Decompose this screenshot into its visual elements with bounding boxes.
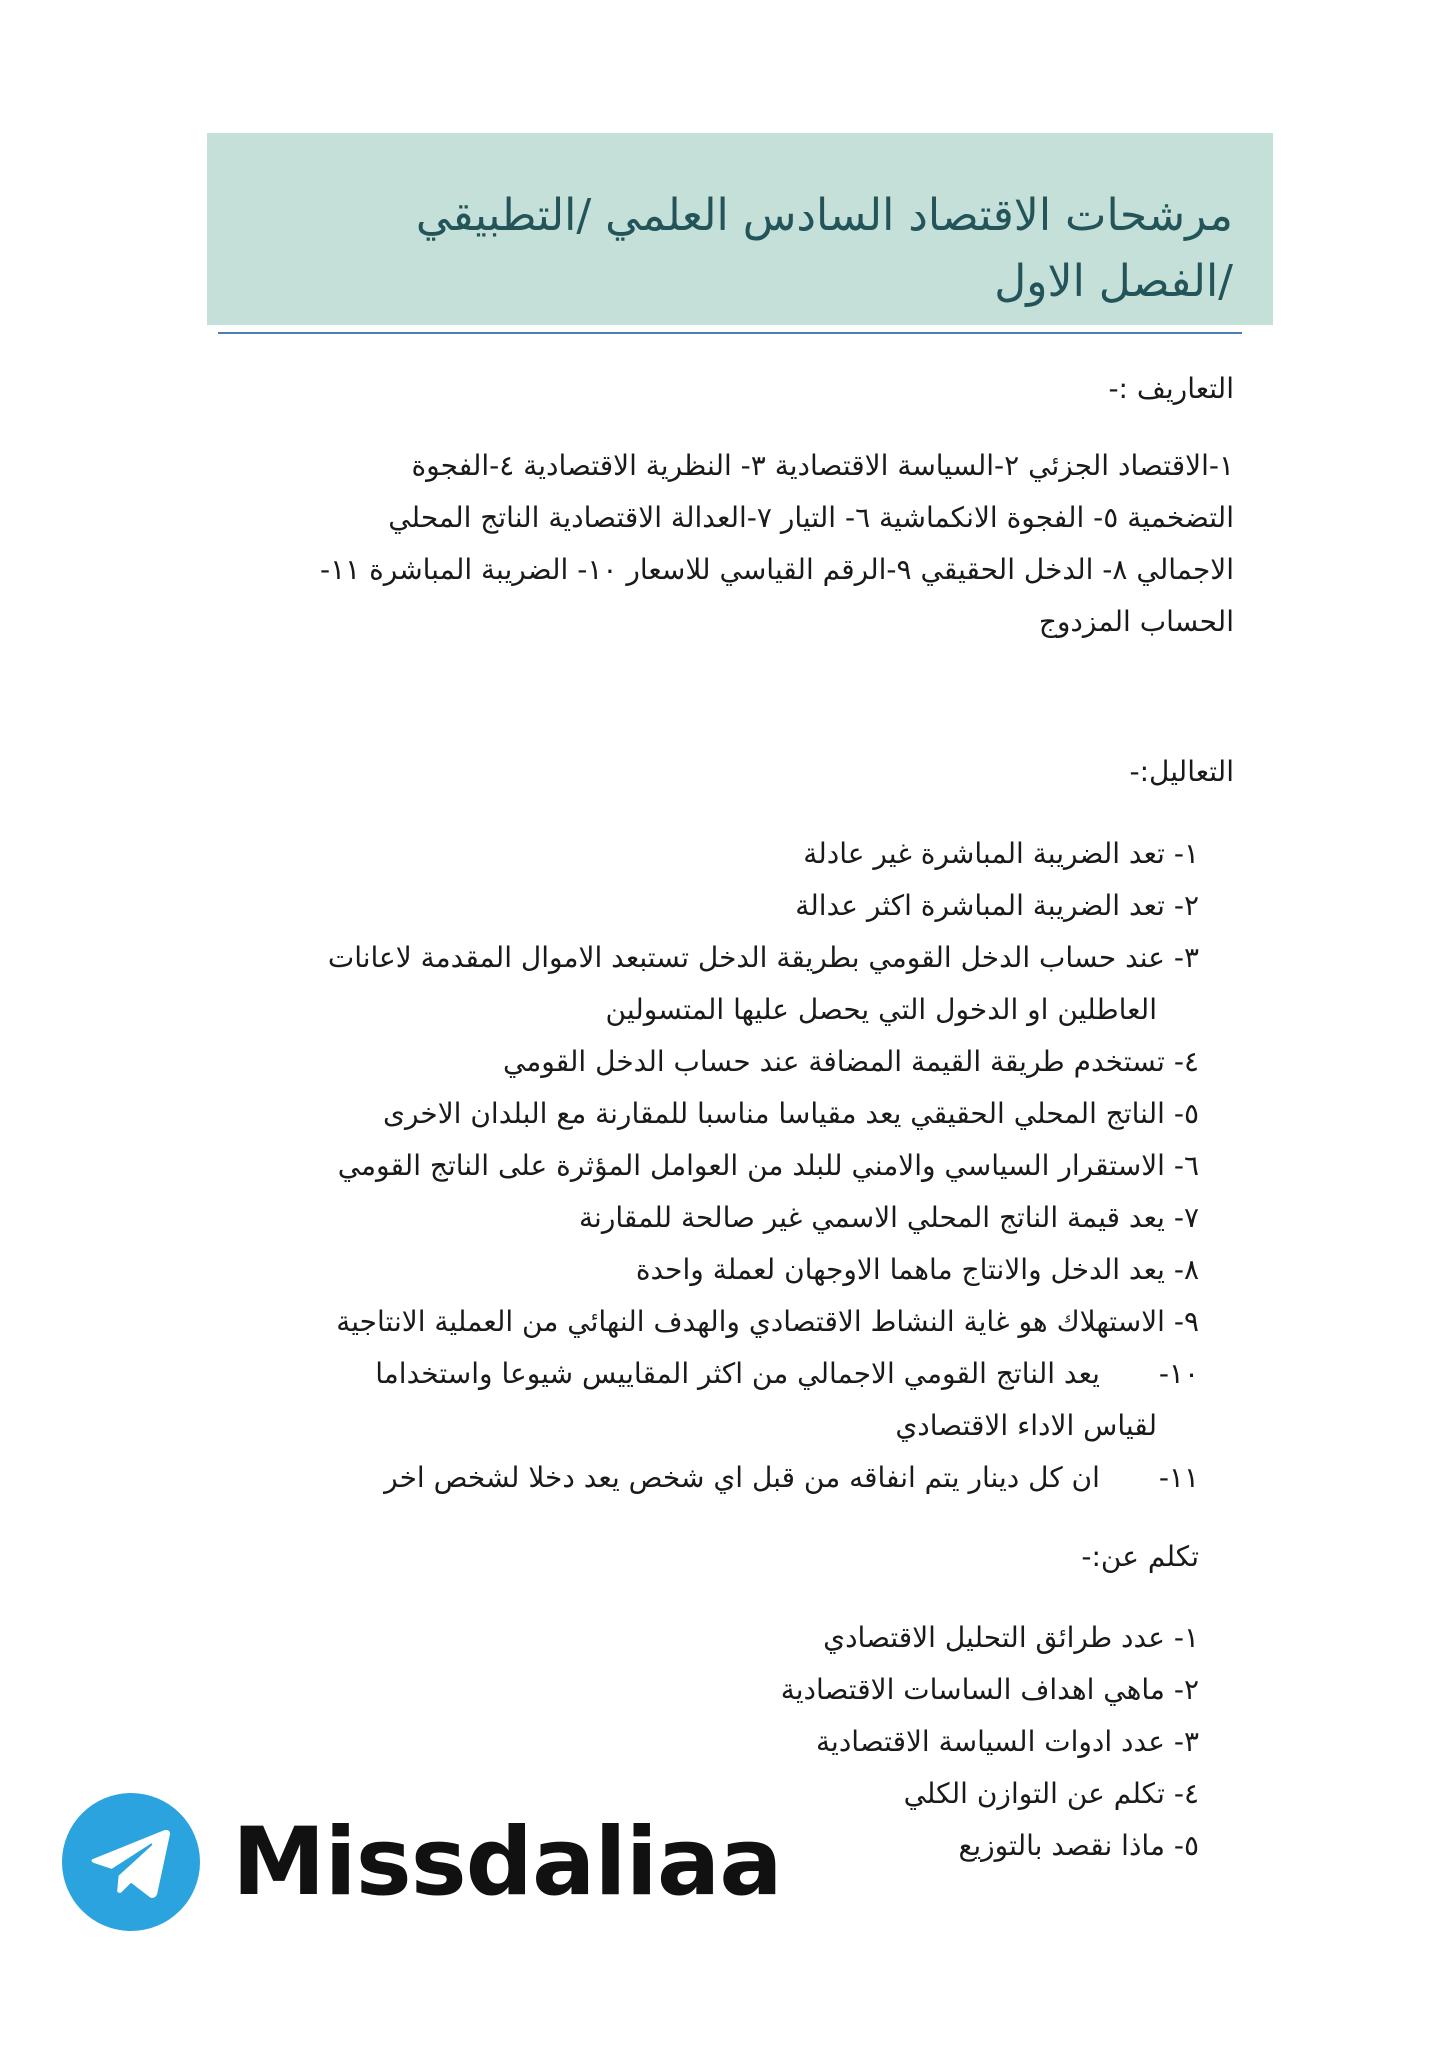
title-divider (218, 332, 1242, 334)
definitions-line: الاجمالي ٨- الدخل الحقيقي ٩-الرقم القياسي للاسعار ١٠- الضريبة المباشرة ١١- (319, 553, 1234, 586)
list-item (399, 1716, 1199, 1768)
item-text: يعد قيمة الناتج المحلي الاسمي غير صالحة للمقارنة (579, 1201, 1165, 1234)
item-text: تعد الضريبة المباشرة غير عادلة (803, 837, 1165, 870)
title-banner (207, 133, 1273, 325)
item-text: ان كل دينار يتم انفاقه من قبل اي شخص يعد دخلا لشخص اخر (384, 1461, 1100, 1494)
item-number: ٢- (1173, 1673, 1199, 1706)
list-item (199, 828, 1199, 880)
list-item (199, 1296, 1199, 1348)
definitions-list (234, 440, 1234, 648)
explanations-heading: التعاليل:- (1129, 755, 1234, 788)
list-item (199, 880, 1199, 932)
item-text: تعد الضريبة المباشرة اكثر عدالة (795, 889, 1165, 922)
item-text: تكلم عن التوازن الكلي (903, 1777, 1165, 1810)
definitions-heading: التعاريف :- (1108, 372, 1234, 405)
item-text: الناتج المحلي الحقيقي يعد مقياسا مناسبا للمقارنة مع البلدان الاخرى (383, 1097, 1165, 1130)
item-number: ١٠- (1158, 1357, 1199, 1390)
definitions-line: الحساب المزدوج (1038, 605, 1234, 638)
item-text: الاستقرار السياسي والامني للبلد من العوامل المؤثرة على الناتج القومي (337, 1149, 1165, 1182)
list-item (399, 1612, 1199, 1664)
item-number: ٥- (1173, 1829, 1199, 1862)
list-item (199, 1088, 1199, 1140)
definitions-line: التضخمية ٥- الفجوة الانكماشية ٦- التيار ٧-العدالة الاقتصادية الناتج المحلي (388, 501, 1234, 534)
brand-watermark: Missdaliaa (232, 1808, 782, 1917)
item-number: ٦- (1173, 1149, 1199, 1182)
item-text: ماهي اهداف الساسات الاقتصادية (780, 1673, 1165, 1706)
item-text: عدد طرائق التحليل الاقتصادي (823, 1621, 1165, 1654)
item-text: يعد الناتج القومي الاجمالي من اكثر المقاييس شيوعا واستخداما (375, 1357, 1100, 1390)
item-number: ١- (1173, 837, 1199, 870)
item-number: ٤- (1173, 1777, 1199, 1810)
item-number: ١- (1173, 1621, 1199, 1654)
item-text: عند حساب الدخل القومي بطريقة الدخل تستبعد الاموال المقدمة لاعانات (327, 941, 1165, 974)
list-item (199, 1140, 1199, 1192)
list-item (199, 932, 1199, 1036)
item-text: ماذا نقصد بالتوزيع (958, 1829, 1165, 1862)
item-number: ٥- (1173, 1097, 1199, 1130)
list-item (199, 1452, 1199, 1504)
page-title-line1: مرشحات الاقتصاد السادس العلمي /التطبيقي (415, 190, 1233, 241)
item-number: ٢- (1173, 889, 1199, 922)
talk-about-heading: تكلم عن:- (1081, 1540, 1199, 1573)
telegram-icon (62, 1793, 200, 1931)
list-item (199, 1244, 1199, 1296)
item-number: ٣- (1173, 941, 1199, 974)
item-number: ٧- (1173, 1201, 1199, 1234)
list-item (199, 1036, 1199, 1088)
item-number: ٤- (1173, 1045, 1199, 1078)
list-item (399, 1664, 1199, 1716)
item-text: تستخدم طريقة القيمة المضافة عند حساب الدخل القومي (502, 1045, 1165, 1078)
item-text-continued: العاطلين او الدخول التي يحصل عليها المتسولين (605, 993, 1157, 1026)
list-item (199, 1348, 1199, 1452)
item-text: عدد ادوات السياسة الاقتصادية (816, 1725, 1165, 1758)
item-number: ٨- (1173, 1253, 1199, 1286)
page-title-line2: /الفصل الاول (994, 256, 1233, 307)
item-text-continued: لقياس الاداء الاقتصادي (895, 1409, 1157, 1442)
item-number: ٣- (1173, 1725, 1199, 1758)
item-number: ٩- (1173, 1305, 1199, 1338)
page-title (207, 133, 1273, 315)
list-item (199, 1192, 1199, 1244)
definitions-line: ١-الاقتصاد الجزئي ٢-السياسة الاقتصادية ٣- النظرية الاقتصادية ٤-الفجوة (411, 449, 1234, 482)
explanations-list (199, 828, 1199, 1504)
item-text: الاستهلاك هو غاية النشاط الاقتصادي والهدف النهائي من العملية الانتاجية (336, 1305, 1165, 1338)
item-number: ١١- (1158, 1461, 1199, 1494)
item-text: يعد الدخل والانتاج ماهما الاوجهان لعملة واحدة (635, 1253, 1165, 1286)
